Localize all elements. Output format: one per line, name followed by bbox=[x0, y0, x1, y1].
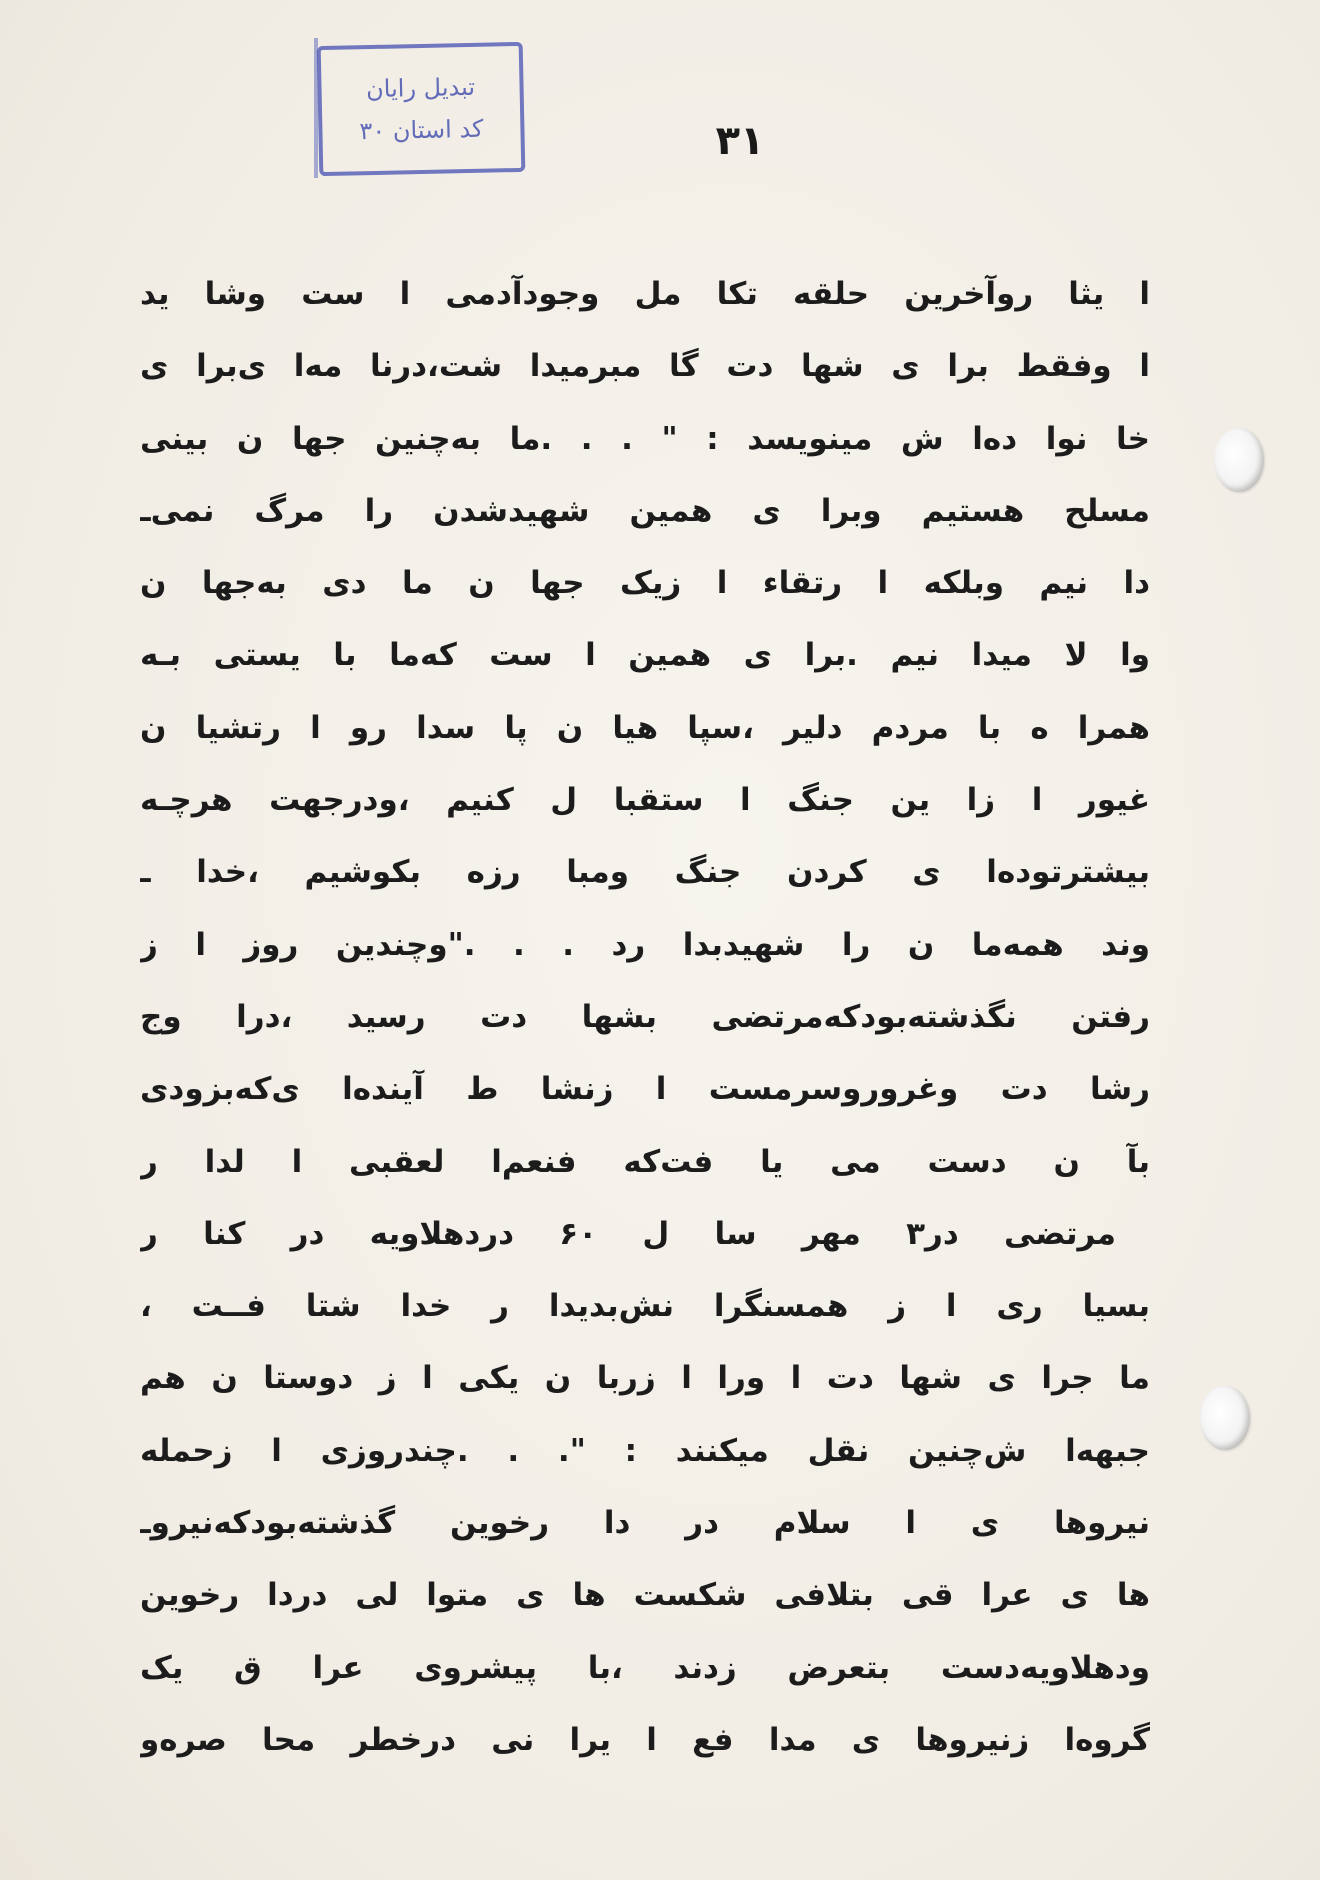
text-line: ها ی عرا قی بتلافی شکست ها ی متوا لی دردا رخوین bbox=[140, 1577, 1150, 1614]
text-line: دا نیم وبلکه ا رتقاء ا زیک جها ن ما دی به‌جها ن bbox=[140, 565, 1150, 602]
text-line: وند همه‌ما ن را شهیدبدا رد . . ."وچندین روز ا ز bbox=[140, 926, 1150, 963]
text-line: گروه‌ا زنیروها ی مدا فع ا یرا نی درخطر محا صره‌و bbox=[140, 1721, 1150, 1758]
text-line: خا نوا ده‌ا ش مینویسد : " . . .ما به‌چنین جها ن بینی bbox=[140, 420, 1150, 457]
text-line: مسلح هستیم وبرا ی همین شهیدشدن را مرگ نمی‌ـ bbox=[140, 492, 1150, 529]
text-line: همرا ه با مردم دلیر ،سپا هیا ن پا سدا رو ا رتشیا ن bbox=[140, 709, 1150, 746]
text-line: بآ ن دست می یا فت‌که فنعم‌ا لعقبی ا لدا ر bbox=[140, 1143, 1150, 1180]
body-text bbox=[140, 258, 1150, 1776]
stamp-line-2: کد استان ۳۰ bbox=[359, 114, 484, 146]
text-line: ا یثا روآخرین حلقه تکا مل وجودآدمی ا ست وشا ید bbox=[140, 276, 1150, 312]
text-line: بیشترتوده‌ا ی کردن جنگ ومبا رزه بکوشیم ،خدا ـ bbox=[140, 854, 1150, 891]
stamp-line-1: تبدیل رایان bbox=[365, 72, 476, 104]
text-line: رفتن نگذشته‌بودکه‌مرتضی بشها دت رسید ،درا وج bbox=[140, 998, 1150, 1035]
text-line: وا لا میدا نیم .برا ی همین ا ست که‌ما با یستی بـه bbox=[140, 637, 1150, 674]
binder-hole-top bbox=[1214, 428, 1264, 492]
library-stamp bbox=[317, 42, 526, 176]
binder-hole-bottom bbox=[1200, 1386, 1250, 1450]
text-line: ما جرا ی شها دت ا ورا ا زربا ن یکی ا ز دوستا ن هم bbox=[140, 1360, 1150, 1397]
text-line: رشا دت وغروروسرمست ا زنشا ط آینده‌ا ی‌که‌بزودی bbox=[140, 1071, 1150, 1108]
text-line: جبهه‌ا ش‌چنین نقل میکنند : ". . .چندروزی ا زحمله bbox=[140, 1432, 1150, 1469]
text-line: نیروها ی ا سلام در دا رخوین گذشته‌بودکه‌نیروـ bbox=[140, 1505, 1150, 1542]
text-line: مرتضی در۳ مهر سا ل ۶۰ دردهلاویه در کنا ر bbox=[140, 1215, 1117, 1252]
text-line: بسیا ری ا ز همسنگرا نش‌بدیدا ر خدا شتا فــت ، bbox=[140, 1288, 1150, 1325]
text-line: ودهلاویه‌دست بتعرض زدند ،با پیشروی عرا ق یک bbox=[140, 1649, 1150, 1686]
page-number: ۳۱ bbox=[715, 118, 765, 164]
text-line: غیور ا زا ین جنگ ا ستقبا ل کنیم ،ودرجهت هرچـه bbox=[140, 782, 1150, 819]
text-line: ا وفقط برا ی شها دت گا مبرمیدا شت،درنا مه‌ا ی‌برا ی bbox=[140, 348, 1150, 385]
